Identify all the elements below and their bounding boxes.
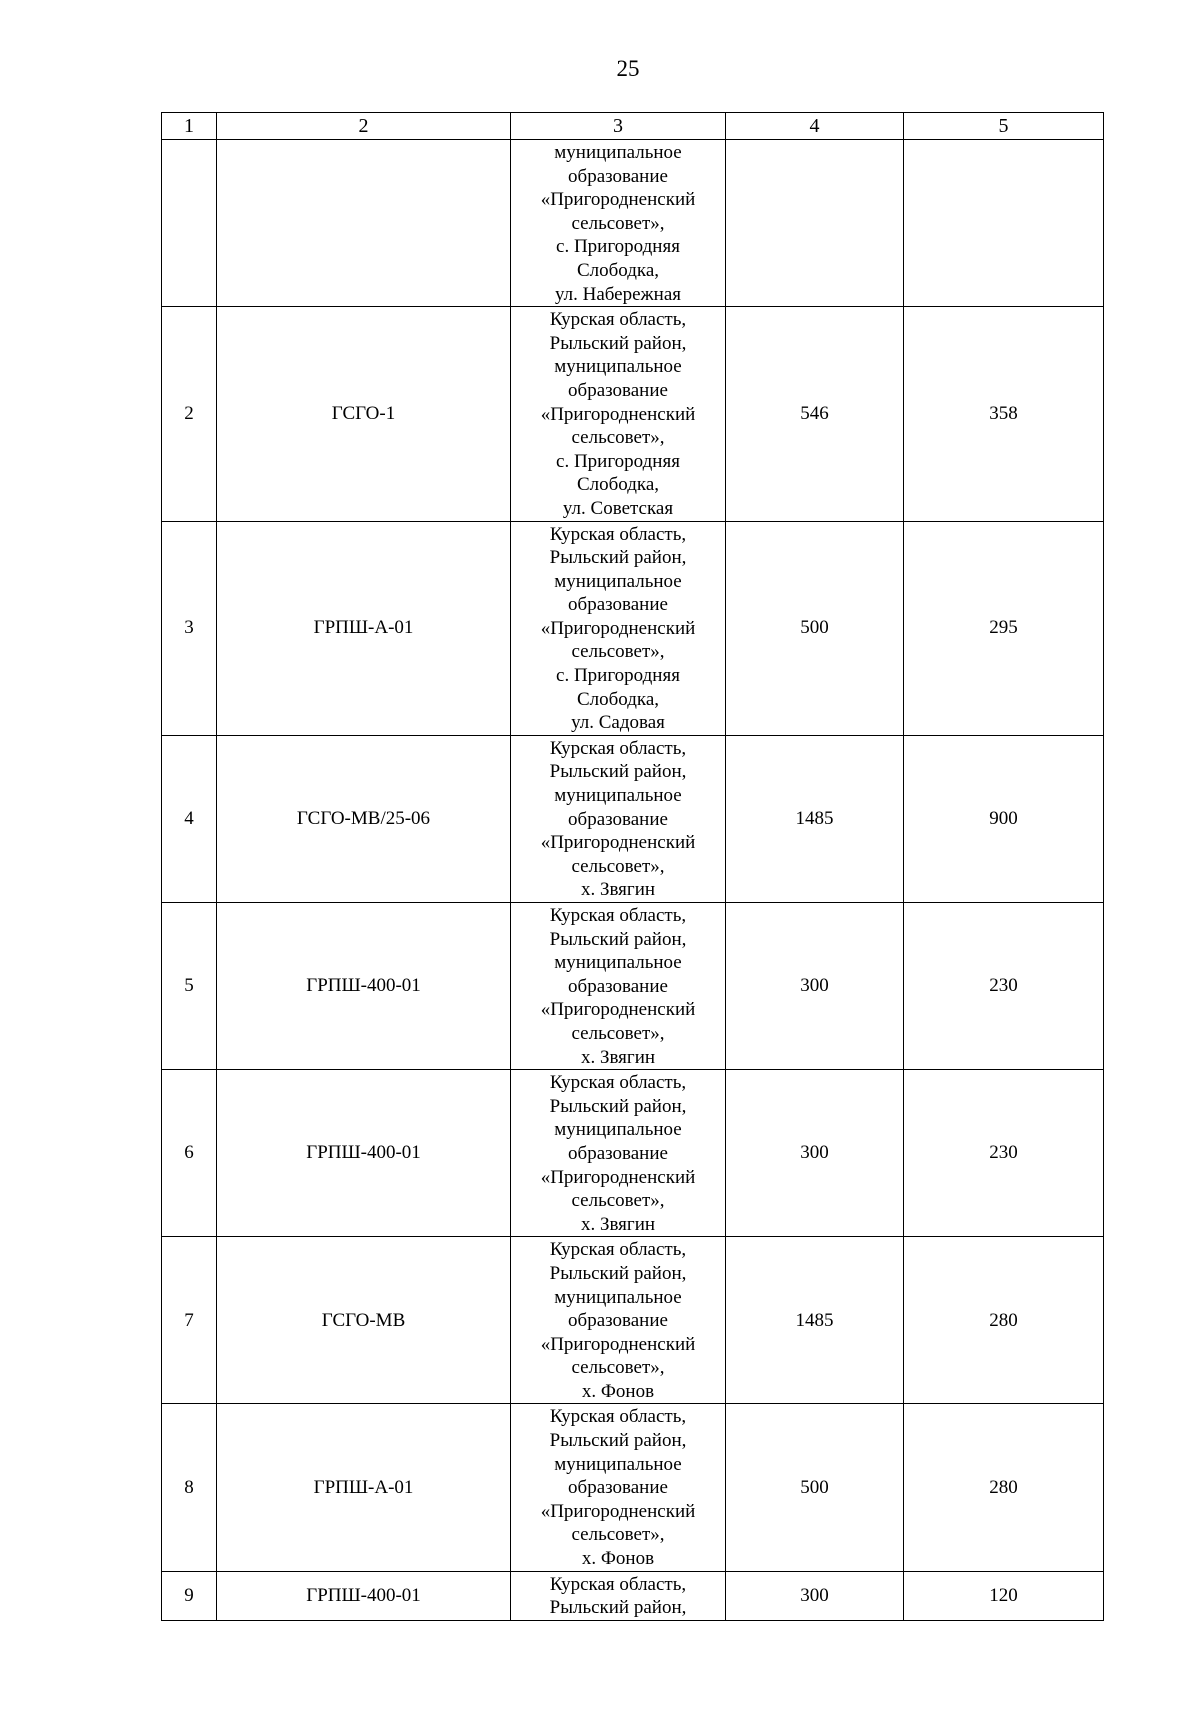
address-cell	[511, 903, 726, 1070]
address-line: Курская область,	[549, 1239, 687, 1261]
row-number-cell: 6	[162, 1070, 217, 1237]
address-cell	[511, 1237, 726, 1404]
address-line: Рыльский район,	[549, 1430, 687, 1452]
address-line: сельсовет»,	[571, 1022, 665, 1044]
address-line: Рыльский район,	[549, 1597, 687, 1619]
address-line: образование	[568, 379, 668, 401]
address-line: сельсовет»,	[571, 1524, 665, 1546]
value-col4-cell: 500	[726, 521, 904, 735]
column-header: 3	[511, 113, 726, 140]
address-line: с. Пригородняя	[556, 450, 680, 472]
address-line: «Пригородненский	[540, 999, 696, 1021]
value-col4-cell: 300	[726, 1571, 904, 1620]
column-header: 2	[217, 113, 511, 140]
address-line: муниципальное	[554, 1453, 682, 1475]
address-line: образование	[568, 1142, 668, 1164]
object-name-cell: ГСГО-1	[217, 307, 511, 521]
address-line: с. Пригородняя	[556, 236, 680, 258]
object-name-cell: ГСГО-МВ/25-06	[217, 735, 511, 902]
value-col5-cell	[904, 140, 1104, 307]
value-col4-cell: 500	[726, 1404, 904, 1571]
table-row	[162, 1404, 1104, 1571]
address-line: Рыльский район,	[549, 1095, 687, 1117]
data-table	[161, 112, 1104, 1621]
column-header: 1	[162, 113, 217, 140]
address-cell	[511, 735, 726, 902]
value-col4-cell: 546	[726, 307, 904, 521]
address-line: муниципальное	[554, 570, 682, 592]
address-line: образование	[568, 1477, 668, 1499]
address-cell	[511, 140, 726, 307]
address-line: Слободка,	[576, 688, 660, 710]
value-col4-cell	[726, 140, 904, 307]
value-col5-cell: 280	[904, 1404, 1104, 1571]
address-cell	[511, 521, 726, 735]
address-line: Курская область,	[549, 905, 687, 926]
value-col5-cell: 280	[904, 1237, 1104, 1404]
table-body	[162, 140, 1104, 1621]
table-row	[162, 1571, 1104, 1620]
table-row	[162, 140, 1104, 307]
address-line: образование	[568, 594, 668, 616]
address-line: ул. Набережная	[554, 283, 682, 305]
object-name-cell: ГСГО-МВ	[217, 1237, 511, 1404]
object-name-cell: ГРПШ-А-01	[217, 521, 511, 735]
address-line: сельсовет»,	[571, 427, 665, 449]
address-line: Рыльский район,	[549, 547, 687, 569]
row-number-cell: 4	[162, 735, 217, 902]
address-line: «Пригородненский	[540, 832, 696, 854]
address-line: Курская область,	[549, 1573, 687, 1595]
address-line: Рыльский район,	[549, 928, 687, 950]
address-line: Курская область,	[549, 1406, 687, 1428]
address-line: х. Фонов	[581, 1380, 655, 1402]
row-number-cell: 8	[162, 1404, 217, 1571]
address-line: х. Звягин	[580, 1046, 656, 1068]
address-cell	[511, 307, 726, 521]
value-col4-cell: 1485	[726, 1237, 904, 1404]
page-number: 25	[616, 56, 640, 81]
address-line: сельсовет»,	[571, 855, 665, 877]
value-col4-cell: 1485	[726, 735, 904, 902]
address-line: «Пригородненский	[540, 617, 696, 639]
row-number-cell	[162, 140, 217, 307]
address-line: сельсовет»,	[571, 1357, 665, 1379]
object-name-cell: ГРПШ-400-01	[217, 1070, 511, 1237]
row-number-cell: 3	[162, 521, 217, 735]
table-row	[162, 307, 1104, 521]
address-line: муниципальное	[554, 1119, 682, 1141]
address-line: Рыльский район,	[549, 1262, 687, 1284]
row-number-cell: 2	[162, 307, 217, 521]
address-line: образование	[568, 165, 668, 187]
address-line: ул. Садовая	[571, 712, 665, 734]
address-line: муниципальное	[554, 785, 682, 807]
address-line: образование	[568, 1310, 668, 1332]
address-line: «Пригородненский	[540, 1166, 696, 1188]
row-number-cell: 5	[162, 903, 217, 1070]
value-col5-cell: 900	[904, 735, 1104, 902]
address-line: сельсовет»,	[571, 212, 665, 234]
address-line: сельсовет»,	[571, 1190, 665, 1212]
table-row	[162, 521, 1104, 735]
address-cell	[511, 1571, 726, 1620]
object-name-cell	[217, 140, 511, 307]
address-line: Курская область,	[549, 309, 687, 331]
address-line: Курская область,	[549, 523, 687, 545]
address-line: «Пригородненский	[540, 189, 696, 211]
value-col5-cell: 230	[904, 903, 1104, 1070]
table-row	[162, 735, 1104, 902]
address-line: «Пригородненский	[540, 1500, 696, 1522]
object-name-cell: ГРПШ-400-01	[217, 1571, 511, 1620]
address-cell	[511, 1404, 726, 1571]
address-line: образование	[568, 808, 668, 830]
row-number-cell: 7	[162, 1237, 217, 1404]
address-line: «Пригородненский	[540, 403, 696, 425]
address-line: х. Фонов	[581, 1548, 655, 1570]
value-col5-cell: 230	[904, 1070, 1104, 1237]
address-line: муниципальное	[554, 1286, 682, 1308]
address-line: Рыльский район,	[549, 761, 687, 783]
object-name-cell: ГРПШ-А-01	[217, 1404, 511, 1571]
value-col5-cell: 120	[904, 1571, 1104, 1620]
address-cell	[511, 1070, 726, 1237]
address-line: «Пригородненский	[540, 1333, 696, 1355]
value-col4-cell: 300	[726, 1070, 904, 1237]
header-row	[162, 113, 1104, 140]
object-name-cell: ГРПШ-400-01	[217, 903, 511, 1070]
table-row	[162, 1070, 1104, 1237]
value-col5-cell: 358	[904, 307, 1104, 521]
address-line: с. Пригородняя	[556, 665, 680, 687]
address-line: образование	[568, 975, 668, 997]
address-line: х. Звягин	[580, 1213, 656, 1235]
address-line: Курская область,	[549, 1072, 687, 1094]
value-col4-cell: 300	[726, 903, 904, 1070]
column-header: 5	[904, 113, 1104, 140]
row-number-cell: 9	[162, 1571, 217, 1620]
address-line: муниципальное	[554, 952, 682, 974]
value-col5-cell: 295	[904, 521, 1104, 735]
table-row	[162, 1237, 1104, 1404]
address-line: муниципальное	[554, 356, 682, 378]
address-line: Рыльский район,	[549, 332, 687, 354]
column-header: 4	[726, 113, 904, 140]
address-line: муниципальное	[554, 142, 682, 163]
address-line: Курская область,	[549, 737, 687, 759]
address-line: х. Звягин	[580, 879, 656, 901]
address-line: ул. Советская	[562, 497, 674, 519]
address-line: сельсовет»,	[571, 641, 665, 663]
table-row	[162, 903, 1104, 1070]
address-line: Слободка,	[576, 259, 660, 281]
address-line: Слободка,	[576, 474, 660, 496]
